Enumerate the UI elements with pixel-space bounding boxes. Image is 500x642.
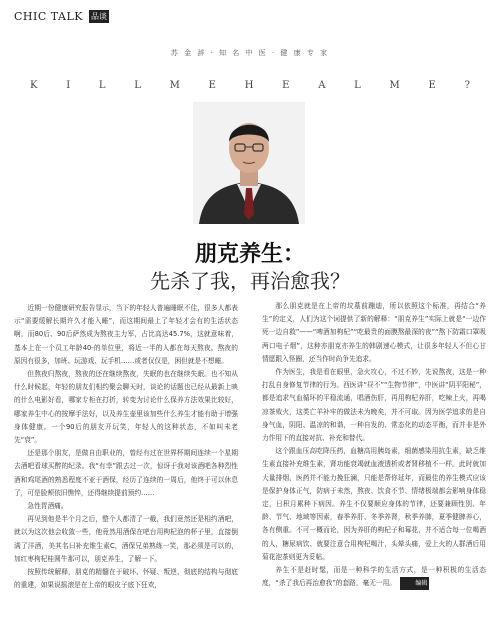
author-byline: 苏 金 辞 · 知 名 中 医 · 健 康 专 家	[170, 49, 330, 57]
paragraph: 这个跟血压高吃降压药，血糖高用胰岛素，细菌感染用抗生素，缺乏维生素直接补充维生素，肾功能衰竭就血液透析或者肾移植不一样。此时就加大量排烟，医药并不能力挽狂澜，只能是帮你延年，而最佳的养生模式应该是保护身体正气，防病于未然，熬夜、饮食不节、情绪极端都会影响身体稳定，日积月累种下病因。养生不仅要顺应身体的节律，还要兼顾性别、年龄、节气、地域等因素，春季养肝、冬季养肾，秋季养肺，夏季健脾养心，各有侧重。不可一概而论，因为养肝的枸杞子和莓花，并不适合每一位喝酒的人，糖尿病饮、就要注意合用枸杞喝汁，头晕头痛，爱上火的人群酒后用菊花泡茶则更为妥帖。	[262, 447, 486, 561]
letter: L	[98, 80, 106, 91]
letter: E	[282, 80, 290, 91]
letter: L	[354, 80, 361, 91]
article-title: 朋克养生：	[194, 241, 305, 267]
paragraph: 近期一份健康研究报告显示，当下的年轻人普遍睡眠不佳，很多人都表示“需要缓解长期许久才能入睡”，而这期间最上了年轻才会有的生活状态啊，而80后、90后萨然成为熬夜主力军，占比高达45.7%，这就意味着，基本上在一个员工年龄40-的单位里，将近一半的人都在每天熬夜。熬夜的原因有很多，加班、玩游戏、玩手机……或者仅仅是，困但就是不想睡。	[14, 304, 238, 365]
letter: H	[244, 80, 254, 91]
brand-name: CHIC TALK	[14, 10, 83, 23]
letter: ?	[464, 80, 470, 91]
magazine-header	[14, 10, 109, 23]
article-right-column	[262, 300, 486, 590]
letter: M	[169, 80, 180, 91]
paragraph: 作为医生，我是看在眼里，急火攻心，不过不妙，先说熬夜，这是一种打乱自身修复节律的行为。西医讲“昼不”“生物节律”，中医讲“阴平阳秘”，都是追求气血循环的平稳流通，唱酒伤肝，再用枸杞养肝，吃辣上火，再喝凉茶败火，这类亡羊补牢的做法未为晚矣，并不可取。因为医学追求的是自身气血，阴阳、温凉的和谐，一种自发的、常态化的动态平衡，而并非是外力作用下的直接对抗、补充和替代。	[262, 368, 486, 443]
letter: L	[134, 80, 141, 91]
letter: M	[389, 80, 400, 91]
paragraph: 按照传统解释，朋克的精髓在于破坏、怀疑、叛逆、彻底的结构与彻底的重建，如果说摇滚是在上帝的眼皮子底下狂欢，	[14, 568, 238, 590]
paragraph: 还是那个朋友，是做自由职业的，曾经有过在世界杯期间连续一个星期去酒吧看球买醉的纪录。我“有幸”跟去过一次，惊讶于我对该酒吧各种烈性酒和鸡尾酒的熟悉程度不亚于酒保，经历了连续的一周后，他终于可以休息了，可是脸颊依旧憔悴，还得继续提前预约……	[14, 449, 238, 497]
paragraph	[262, 564, 486, 590]
section-label: 品谈	[90, 12, 107, 21]
paragraph: 但熬夜归熬夜，熬夜的还在继续熬夜，失眠的也在继续失眠。也不知从什么时候起，年轻的朋友们相约聚会聊天时，谈论的话题也已经从最新上映的什么电影好看，哪家专柜在打折，转变为讨论什么保养方法效果比较好，哪家养生中心的按摩手法好，以及养生壶里该加些什么养生才能有助于增强身体健康。一个90后的朋友开玩笑，年轻人的这种状态，不如叫未老先“衰”。	[14, 370, 238, 445]
paragraph: 再见到他是半个月之后，整个人都清了一截，我们竟然还是相约酒吧，就以为这次他会收敛一些，他竟然用酒保在吧台用枸杞泡的杯子里，直接倒满了洋酒，美其名曰补充维生素C，酒保兄弟熟练一笑，那必须是可以的，加红枣枸杞桂圆牛那可以，朋克养生，了解一下。	[14, 515, 238, 563]
editor-end-mark: 编辑	[400, 577, 429, 590]
letter: A	[318, 80, 326, 91]
author-photo	[193, 102, 305, 224]
paragraph-text: 养生不是赶时髦，而是一种科学的生活方式，是一种积极的生活态度，“杀了我后再治愈我”的套路，毫无一用。	[262, 566, 486, 588]
spaced-headline	[30, 80, 470, 91]
paragraph: 那么朋克就是在上帝的坟墓前蹦迪，所以依照这个标准，再结合“养生”的定义，人们为这个词提供了新的解释：“朋克养生”实际上就是“一边作死一边自救”——“啤酒加枸杞”“吃最贵的面膜熬最深的夜”“熬下防霜口罩吸两口电子烟”，这种亦朋克亦养生的韩剧速心模式，让很多年轻人不但心甘情愿跟入怪圈，还当作时尚争先追求。	[262, 302, 486, 363]
article-left-column	[14, 302, 238, 592]
letter: E	[208, 80, 216, 91]
letter: E	[428, 80, 436, 91]
letter: K	[30, 80, 38, 91]
letter: I	[66, 80, 71, 91]
article-subtitle: 先杀了我，再治愈我？	[150, 269, 350, 293]
paragraph: 急性胃酒痛。	[27, 502, 68, 511]
